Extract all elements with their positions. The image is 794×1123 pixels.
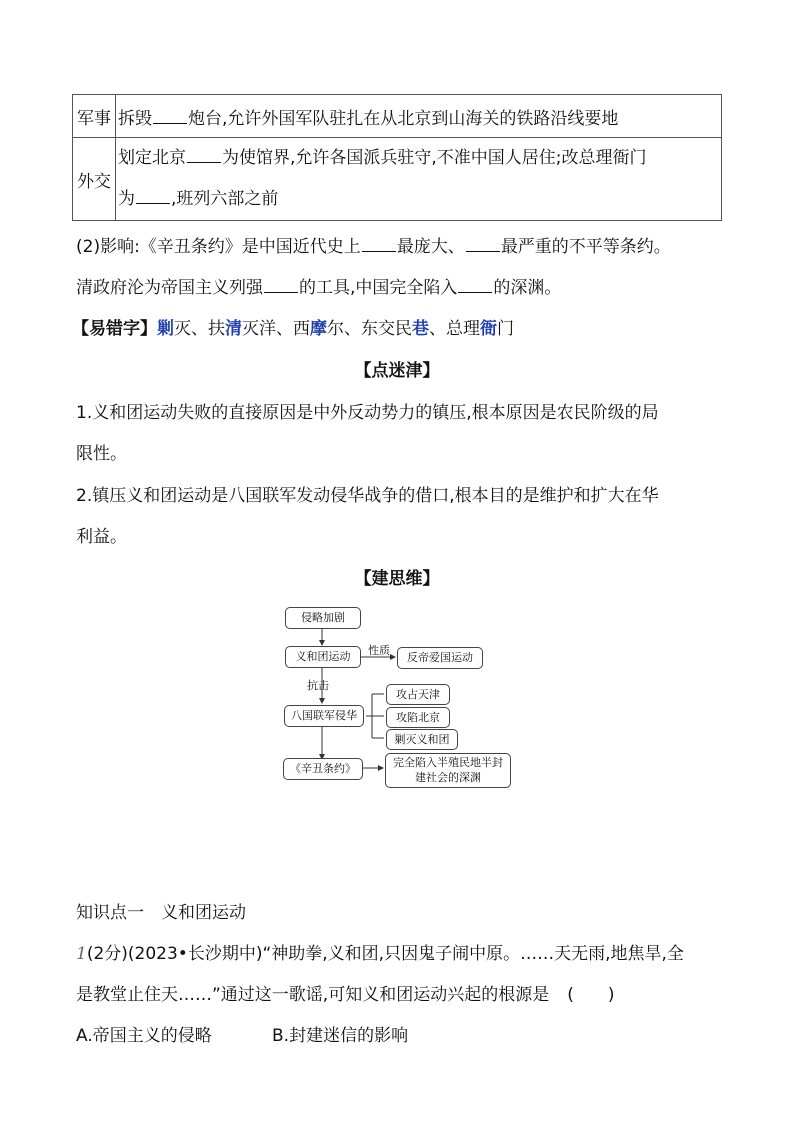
typo-label: 【易错字】	[72, 319, 157, 339]
label-resist: 抗击	[307, 679, 329, 692]
text: 总理	[446, 319, 480, 339]
question-line-1	[76, 939, 684, 964]
text: (2分)(2023•长沙期中)“神助拳,义和团,只因鬼子闹中原。……天无雨,地焦旱,全	[86, 944, 684, 964]
node-anti-imperialist: 反帝爱国运动	[397, 647, 483, 669]
text: 最庞大、	[396, 237, 465, 257]
row-head-diplomacy: 外交	[73, 138, 116, 221]
section-title-dianmijin: 【点迷津】	[354, 361, 440, 381]
answer-parentheses[interactable]: ( )	[567, 985, 615, 1005]
text: 是教堂止住天……”通过这一歌谣,可知义和团运动兴起的根源是	[76, 985, 550, 1005]
text: 建社会的深渊	[415, 771, 481, 784]
text: 灭、	[174, 319, 208, 339]
tip-1-line-2: 限性。	[76, 444, 127, 464]
typo-char: 摩	[310, 319, 327, 339]
question-line-2	[76, 980, 614, 1005]
node-boxer-movement: 义和团运动	[285, 646, 361, 668]
label-nature: 性质	[368, 644, 390, 657]
option-a[interactable]: A.帝国主义的侵略	[76, 1026, 212, 1046]
text: 炮台,允许外国军队驻扎在从北京到山海关的铁路沿线要地	[188, 108, 619, 129]
text: 的深渊。	[493, 278, 562, 298]
typo-char: 剿	[157, 319, 174, 339]
text: ,班列六部之前	[171, 189, 279, 209]
text: 扶	[208, 319, 225, 339]
text: 的工具,中国完全陷入	[299, 278, 458, 298]
text: 灭洋、	[242, 319, 293, 339]
knowledge-point-heading: 知识点一 义和团运动	[76, 903, 246, 923]
text: 完全陷入半殖民地半封	[393, 756, 503, 769]
tip-2-line-1: 2.镇压义和团运动是八国联军发动侵华战争的借口,根本目的是维护和扩大在华	[76, 486, 659, 506]
typo-char: 巷	[412, 319, 429, 339]
node-suppress-boxers: 剿灭义和团	[386, 729, 458, 750]
option-b[interactable]: B.封建迷信的影响	[272, 1026, 409, 1046]
typo-char: 衙	[480, 319, 497, 339]
node-xinchou-treaty: 《辛丑条约》	[283, 758, 363, 780]
row-head-military: 军事	[73, 95, 116, 138]
node-capture-tianjin: 攻占天津	[386, 684, 450, 705]
tip-1-line-1: 1.义和团运动失败的直接原因是中外反动势力的镇压,根本原因是农民阶级的局	[76, 403, 659, 423]
node-semi-colonial-abyss	[385, 753, 511, 788]
typo-char: 清	[225, 319, 242, 339]
node-invasion-intensified: 侵略加剧	[285, 607, 361, 629]
text: 、	[429, 319, 446, 339]
text: 西	[293, 319, 310, 339]
text: 门	[497, 319, 514, 339]
section-title-jiansiwei: 【建思维】	[354, 569, 440, 589]
text: 尔、	[327, 319, 361, 339]
question-number: 1	[76, 944, 87, 964]
text: 清政府沦为帝国主义列强	[76, 278, 263, 298]
text: 划定北京	[118, 148, 186, 168]
tip-2-line-2: 利益。	[76, 527, 127, 547]
node-capture-beijing: 攻陷北京	[386, 707, 450, 728]
bracket-connector	[366, 694, 384, 738]
text: 拆毁	[118, 108, 152, 129]
text: 为使馆界,允许各国派兵驻守,不准中国人居住;改总理衙门	[222, 148, 647, 168]
text: (2)影响:《辛丑条约》是中国近代史上	[76, 237, 361, 257]
text: 最严重的不平等条约。	[500, 237, 671, 257]
text: 东交民	[361, 319, 412, 339]
node-eight-nation-invasion: 八国联军侵华	[284, 705, 364, 727]
text: 为	[118, 189, 135, 209]
